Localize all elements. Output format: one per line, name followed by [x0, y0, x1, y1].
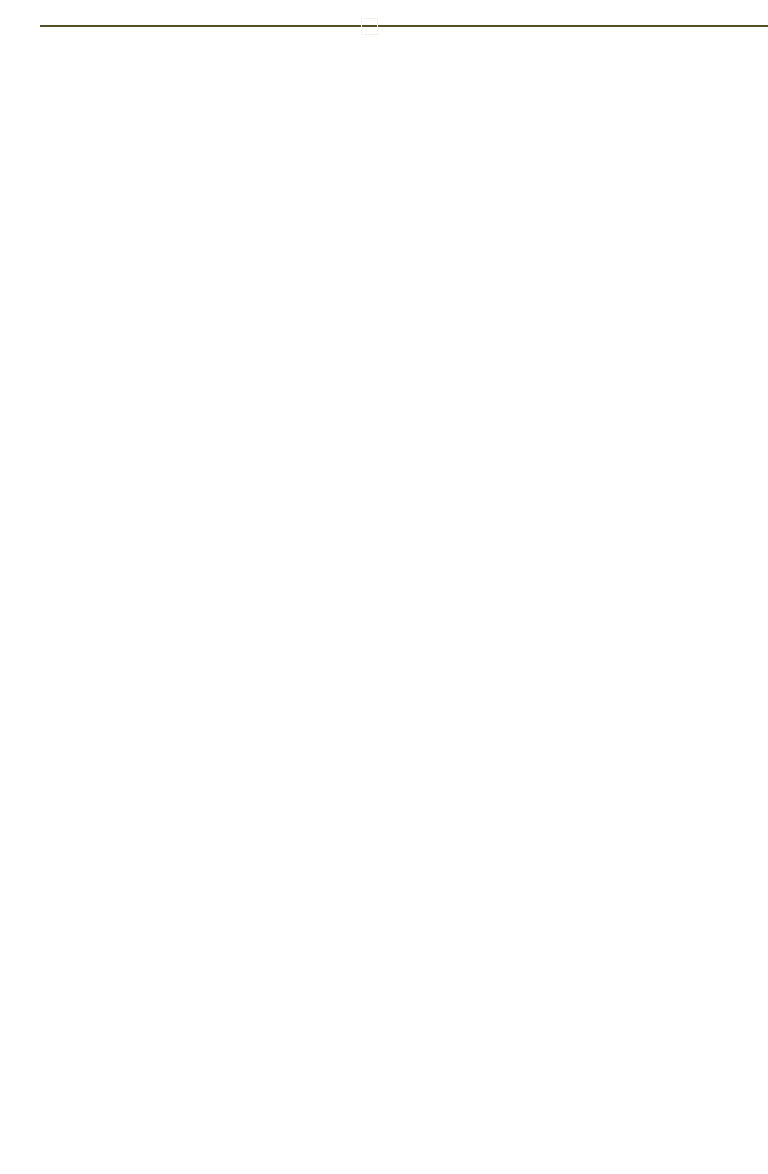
- announcement-cell[interactable]: [370, 26, 768, 145]
- selection-handle[interactable]: [362, 19, 377, 34]
- title-cell[interactable]: [40, 3, 768, 27]
